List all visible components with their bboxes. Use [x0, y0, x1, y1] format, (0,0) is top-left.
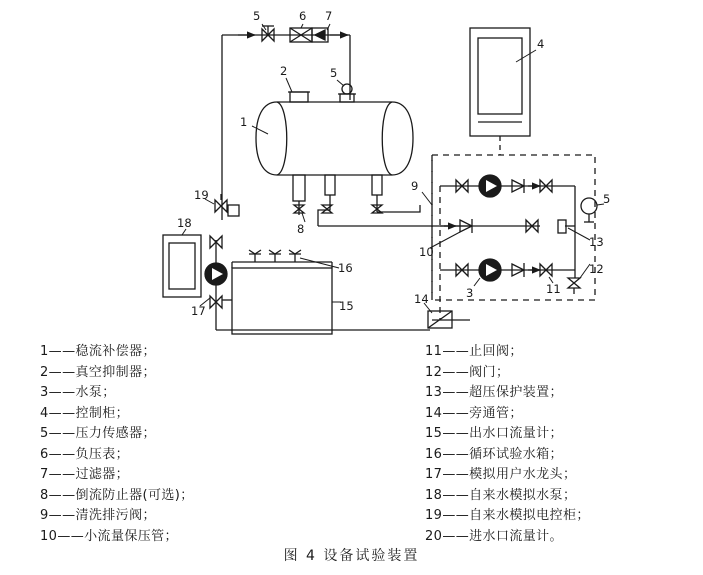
pipe-tank-to-pump-line [377, 205, 420, 212]
callout-10: 9 [411, 179, 419, 193]
callout-8: 7 [325, 9, 333, 23]
callout-14: 13 [589, 235, 604, 249]
legend-item: 17——模拟用户水龙头； [425, 467, 577, 482]
callout-5b: 5 [603, 192, 611, 206]
callout-1: 1 [240, 115, 248, 129]
callout-5a: 5 [330, 66, 338, 80]
legend-item: 15——出水口流量计； [425, 426, 563, 441]
overpressure-device-13-symbol [568, 278, 580, 294]
figure-caption [0, 545, 703, 565]
callout-17: 16 [338, 261, 353, 275]
legend-item: 10——小流量保压管； [40, 528, 178, 544]
legend-column-left [40, 342, 370, 547]
callout-16: 15 [339, 299, 354, 313]
legend [0, 342, 703, 544]
legend-item: 1——稳流补偿器； [40, 344, 156, 359]
callout-labels [177, 9, 610, 318]
callout-20: 19 [194, 188, 209, 202]
callout-19: 18 [177, 216, 192, 230]
valve-6-symbol [262, 26, 274, 41]
legend-item: 3——水泵； [40, 385, 116, 400]
stabilizer-tank-1 [256, 102, 413, 175]
legend-item: 4——控制柜； [40, 405, 130, 421]
figure-caption-text: 图 4 设备试验装置 [283, 548, 420, 564]
callout-3: 3 [466, 286, 474, 300]
pipe-network [163, 24, 604, 334]
legend-item: 7——过滤器； [40, 467, 130, 482]
circulation-tank-16 [232, 268, 332, 334]
legend-item: 14——旁通管； [425, 405, 523, 421]
callout-4: 4 [537, 37, 545, 51]
callout-6: 5 [253, 9, 261, 23]
backflow-preventer-8-symbol [312, 28, 328, 42]
sim-pump-18-symbol [205, 236, 227, 330]
sim-control-cabinet-19 [163, 235, 201, 297]
flow-meter-20-symbol [215, 194, 227, 212]
callout-13: 12 [589, 262, 604, 276]
legend-item: 8——倒流防止器(可选)； [40, 487, 194, 503]
legend-item: 16——循环试验水箱； [425, 446, 563, 462]
legend-item: 19——自来水模拟电控柜； [425, 508, 590, 523]
legend-item: 13——超压保护装置； [425, 385, 563, 400]
legend-column-right [425, 342, 703, 547]
simulated-faucets-17 [232, 250, 332, 268]
callout-7: 6 [299, 9, 307, 23]
callout-2: 2 [280, 64, 288, 78]
legend-item: 5——压力传感器； [40, 426, 156, 441]
legend-item: 12——阀门； [425, 364, 510, 380]
callout-9: 8 [297, 222, 305, 236]
legend-item: 18——自来水模拟水泵； [425, 487, 577, 503]
callout-11: 10 [419, 245, 434, 259]
callout-12: 11 [546, 282, 561, 296]
pump-upper-3-symbol [479, 175, 501, 197]
pump-lower-3-symbol [479, 259, 501, 281]
legend-item: 20——进水口流量计。 [425, 528, 563, 544]
legend-item: 6——负压表； [40, 446, 130, 462]
legend-item: 2——真空抑制器； [40, 364, 156, 380]
tank-nozzles [288, 84, 356, 102]
meter-20-box [228, 205, 239, 216]
legend-item: 9——清洗排污阀； [40, 508, 156, 523]
bypass-14-symbol [558, 220, 566, 233]
tank-bottom-fittings [293, 175, 382, 215]
legend-item: 11——止回阀； [425, 344, 523, 359]
callout-18: 17 [191, 304, 206, 318]
callout-15: 14 [414, 292, 429, 306]
valve-bottom-manifold-symbols [322, 205, 382, 213]
control-cabinet-4 [470, 28, 530, 136]
